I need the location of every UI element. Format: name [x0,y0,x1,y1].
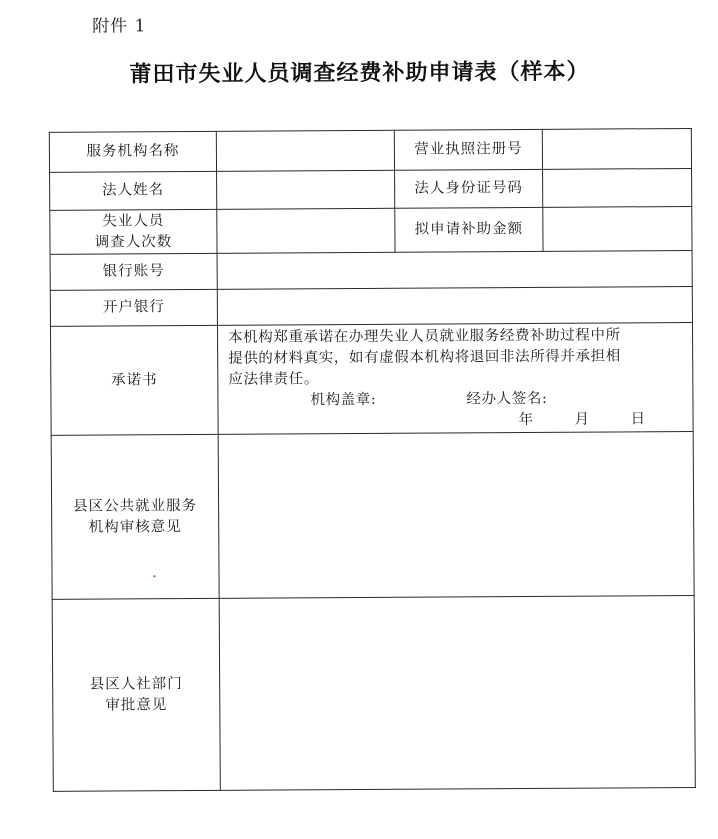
handler-signature-label: 经办人签名: [466,390,548,408]
pledge-label: 承诺书 [50,325,218,435]
application-form-table [49,128,696,792]
county-review-label-line-1: 县区公共就业服务 [73,497,198,515]
county-review-label-line-2: 机构审核意见 [88,518,182,536]
pledge-line-3: 应法律责任。 [228,371,319,388]
survey-count-field[interactable] [217,208,395,253]
county-review-label [51,434,219,599]
bank-account-label: 银行账号 [50,253,217,290]
legal-person-id-field[interactable] [543,168,692,207]
row-survey-count [50,206,692,254]
row-bank-account [50,250,692,290]
row-bank [50,286,692,326]
survey-count-label-line-1: 失业人员 [102,212,165,230]
county-review-field[interactable] [218,431,694,598]
survey-count-label-line-2: 调查人次数 [94,233,173,251]
survey-count-label [50,209,217,254]
business-license-field[interactable] [542,128,691,169]
org-name-label: 服务机构名称 [49,131,216,172]
business-license-label: 营业执照注册号 [394,129,542,170]
pledge-line-2: 提供的材料真实，如有虚假本机构将退回非法所得并承担相 [228,348,621,367]
row-legal-person [50,168,692,210]
org-name-field[interactable] [216,130,394,171]
pledge-line-1: 本机构郑重承诺在办理失业人员就业服务经费补助过程中所 [228,327,621,346]
hr-approval-field[interactable] [219,595,695,790]
subsidy-amount-field[interactable] [543,206,692,251]
bank-field[interactable] [217,286,692,325]
pledge-text [218,323,693,434]
form-title: 莆田市失业人员调查经费补助申请表（样本） [129,59,590,88]
attachment-label: 附件 1 [92,16,147,37]
row-county-review [51,431,694,599]
pledge-content [217,322,693,434]
date-row [229,409,687,434]
seal-label: 机构盖章: [310,391,377,409]
hr-approval-label-line-2: 审批意见 [105,696,168,714]
date-year-label: 年 [518,411,534,429]
row-hr-approval [52,595,695,791]
row-org-name [49,128,691,172]
subsidy-amount-label: 拟申请补助金额 [395,207,543,252]
date-month-label: 月 [574,411,590,428]
bank-account-field[interactable] [217,250,692,289]
bank-label: 开户银行 [50,289,217,326]
date-day-label: 日 [630,411,646,428]
signature-row [228,388,686,412]
stamp-speck [154,575,156,577]
row-pledge [50,322,693,435]
hr-approval-label-line-1: 县区人社部门 [89,675,183,693]
legal-person-field[interactable] [217,170,395,209]
hr-approval-label [52,598,220,791]
legal-person-id-label: 法人身份证号码 [395,169,543,208]
legal-person-label: 法人姓名 [50,171,217,210]
